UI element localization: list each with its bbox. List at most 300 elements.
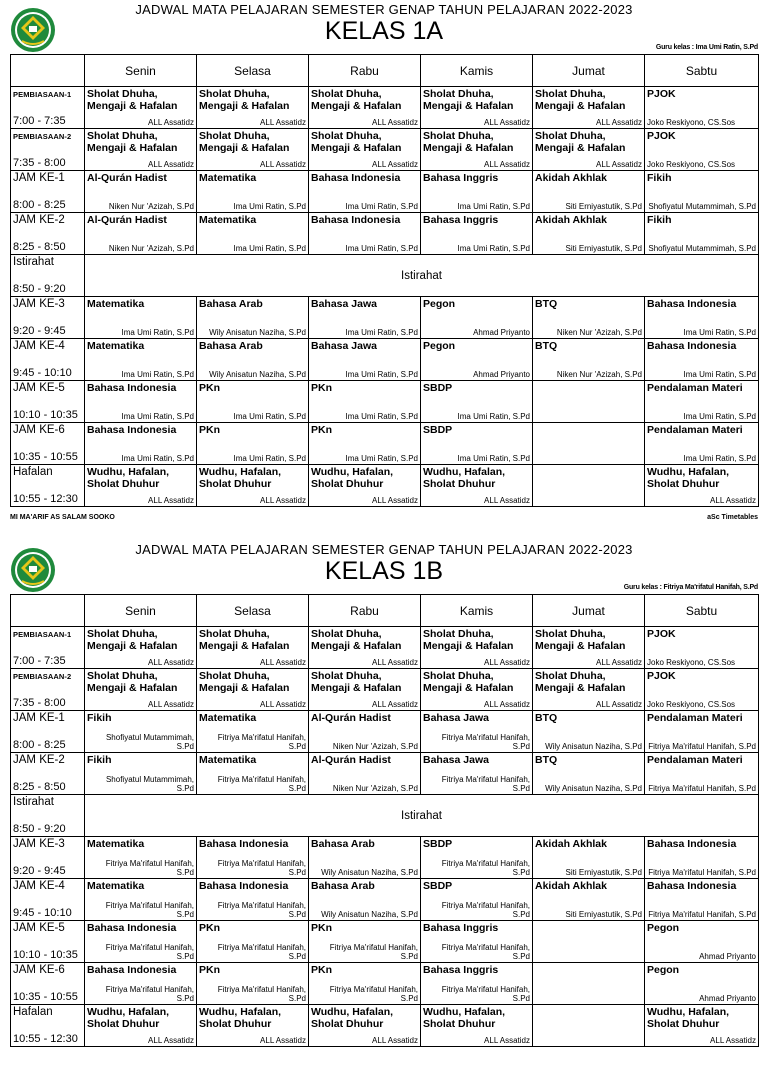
teacher-name: Fitriya Ma'rifatul Hanifah, S.Pd — [648, 742, 756, 751]
teacher-name: ALL Assatidz — [260, 118, 306, 127]
period-cell — [11, 1005, 85, 1047]
subject-name: Bahasa Jawa — [423, 754, 489, 766]
lesson-cell — [533, 711, 645, 753]
teacher-name: ALL Assatidz — [260, 700, 306, 709]
lesson-cell — [533, 87, 645, 129]
subject-name: Bahasa Arab — [199, 298, 263, 310]
teacher-name: ALL Assatidz — [148, 496, 194, 505]
period-time: 9:45 - 10:10 — [13, 367, 72, 379]
subject-name: Bahasa Jawa — [311, 298, 377, 310]
teacher-name: ALL Assatidz — [372, 700, 418, 709]
subject-name: Bahasa Indonesia — [87, 964, 177, 976]
period-time: 7:00 - 7:35 — [13, 115, 66, 127]
teacher-name: Fitriya Ma'rifatul Hanifah, S.Pd — [217, 985, 306, 1003]
period-label: Hafalan — [13, 1006, 53, 1018]
subject-name: Bahasa Indonesia — [647, 340, 737, 352]
teacher-name: Wily Anisatun Naziha, S.Pd — [209, 328, 306, 337]
subject-name: PJOK — [647, 88, 676, 100]
teacher-name: Fitriya Ma'rifatul Hanifah, S.Pd — [105, 859, 194, 877]
period-cell — [11, 711, 85, 753]
lesson-cell — [421, 669, 533, 711]
period-label: Istirahat — [13, 256, 54, 268]
teacher-name: ALL Assatidz — [596, 160, 642, 169]
lesson-cell — [645, 1005, 759, 1047]
period-cell — [11, 339, 85, 381]
lesson-cell — [197, 711, 309, 753]
period-time: 8:50 - 9:20 — [13, 283, 66, 295]
subject-name: Sholat Dhuha, Mengaji & Hafalan — [535, 670, 626, 694]
subject-name: Matematika — [87, 880, 145, 892]
teacher-name: ALL Assatidz — [372, 496, 418, 505]
lesson-cell — [197, 669, 309, 711]
subject-name: Matematika — [87, 340, 145, 352]
day-header: Jumat — [533, 55, 645, 87]
subject-name: Fikih — [87, 712, 112, 724]
day-header: Rabu — [309, 55, 421, 87]
lesson-cell — [533, 1005, 645, 1047]
subject-name: Sholat Dhuha, Mengaji & Hafalan — [199, 670, 290, 694]
header-row — [11, 55, 759, 87]
subject-name: Bahasa Indonesia — [647, 298, 737, 310]
subject-name: BTQ — [535, 754, 558, 766]
subject-name: Pendalaman Materi — [647, 382, 743, 394]
period-cell — [11, 255, 85, 297]
period-cell — [11, 627, 85, 669]
lesson-cell — [645, 465, 759, 507]
lesson-cell — [85, 879, 197, 921]
subject-name: SBDP — [423, 880, 453, 892]
break-cell: Istirahat — [85, 255, 759, 297]
lesson-cell — [197, 213, 309, 255]
lesson-cell — [645, 423, 759, 465]
subject-name: Wudhu, Hafalan, Sholat Dhuhur — [423, 1006, 506, 1030]
teacher-name: ALL Assatidz — [372, 160, 418, 169]
teacher-name: Ahmad Priyanto — [699, 994, 756, 1003]
day-header: Kamis — [421, 595, 533, 627]
period-label: JAM KE-1 — [13, 712, 65, 724]
lesson-cell — [197, 627, 309, 669]
period-time: 10:55 - 12:30 — [13, 1033, 78, 1045]
teacher-name: ALL Assatidz — [148, 1036, 194, 1045]
teacher-name: Ima Umi Ratin, S.Pd — [345, 328, 418, 337]
period-time: 9:20 - 9:45 — [13, 865, 66, 877]
lesson-cell — [645, 669, 759, 711]
lesson-cell — [645, 753, 759, 795]
lesson-cell — [645, 339, 759, 381]
teacher-name: ALL Assatidz — [484, 496, 530, 505]
teacher-name: ALL Assatidz — [372, 1036, 418, 1045]
subject-name: BTQ — [535, 712, 558, 724]
period-cell — [11, 837, 85, 879]
teacher-name: Fitriya Ma'rifatul Hanifah, S.Pd — [105, 901, 194, 919]
subject-name: PKn — [199, 922, 220, 934]
subject-name: Bahasa Indonesia — [311, 214, 401, 226]
subject-name: PJOK — [647, 130, 676, 142]
lesson-cell — [85, 339, 197, 381]
subject-name: Wudhu, Hafalan, Sholat Dhuhur — [199, 1006, 282, 1030]
subject-name: Sholat Dhuha, Mengaji & Hafalan — [423, 130, 514, 154]
teacher-name: Shofiyatul Mutammimah, S.Pd — [648, 202, 756, 211]
subject-name: PKn — [311, 424, 332, 436]
lesson-cell — [85, 1005, 197, 1047]
class-title: KELAS 1A — [324, 17, 444, 45]
subject-name: SBDP — [423, 382, 453, 394]
period-row — [11, 711, 759, 753]
teacher-name: Fitriya Ma'rifatul Hanifah, S.Pd — [217, 775, 306, 793]
subject-name: Bahasa Indonesia — [647, 880, 737, 892]
teacher-name: Fitriya Ma'rifatul Hanifah, S.Pd — [648, 784, 756, 793]
lesson-cell — [421, 87, 533, 129]
lesson-cell — [421, 129, 533, 171]
teacher-name: Ima Umi Ratin, S.Pd — [121, 328, 194, 337]
period-time: 10:35 - 10:55 — [13, 991, 78, 1003]
period-cell — [11, 213, 85, 255]
teacher-name: Fitriya Ma'rifatul Hanifah, S.Pd — [217, 943, 306, 961]
lesson-cell — [309, 381, 421, 423]
teacher-name: Ima Umi Ratin, S.Pd — [683, 454, 756, 463]
teacher-name: Fitriya Ma'rifatul Hanifah, S.Pd — [441, 775, 530, 793]
period-time: 8:00 - 8:25 — [13, 199, 66, 211]
period-label: PEMBIASAAN-1 — [13, 90, 72, 99]
subject-name: Pendalaman Materi — [647, 754, 743, 766]
period-time: 8:25 - 8:50 — [13, 781, 66, 793]
lesson-cell — [645, 213, 759, 255]
teacher-name: ALL Assatidz — [148, 700, 194, 709]
lesson-cell — [421, 1005, 533, 1047]
timetable-page — [0, 540, 768, 1080]
subject-name: Bahasa Indonesia — [199, 880, 289, 892]
break-cell: Istirahat — [85, 795, 759, 837]
period-row — [11, 465, 759, 507]
subject-name: Fikih — [87, 754, 112, 766]
subject-name: Bahasa Arab — [311, 880, 375, 892]
subject-name: SBDP — [423, 838, 453, 850]
class-title: KELAS 1B — [324, 557, 444, 585]
subject-name: Akidah Akhlak — [535, 838, 607, 850]
period-cell — [11, 921, 85, 963]
period-time: 10:55 - 12:30 — [13, 493, 78, 505]
period-cell — [11, 795, 85, 837]
teacher-name: Ima Umi Ratin, S.Pd — [683, 328, 756, 337]
teacher-name: Wily Anisatun Naziha, S.Pd — [209, 370, 306, 379]
teacher-name: Fitriya Ma'rifatul Hanifah, S.Pd — [105, 943, 194, 961]
teacher-name: Ahmad Priyanto — [473, 370, 530, 379]
period-row — [11, 213, 759, 255]
lesson-cell — [197, 423, 309, 465]
period-row — [11, 381, 759, 423]
period-label: JAM KE-3 — [13, 838, 65, 850]
teacher-name: ALL Assatidz — [596, 700, 642, 709]
period-label: JAM KE-5 — [13, 922, 65, 934]
period-row — [11, 297, 759, 339]
subject-name: Al-Qurán Hadist — [87, 214, 167, 226]
teacher-name: ALL Assatidz — [710, 496, 756, 505]
lesson-cell — [197, 171, 309, 213]
teacher-name: Ima Umi Ratin, S.Pd — [457, 202, 530, 211]
subject-name: Sholat Dhuha, Mengaji & Hafalan — [535, 628, 626, 652]
subject-name: PKn — [199, 964, 220, 976]
teacher-name: Fitriya Ma'rifatul Hanifah, S.Pd — [217, 733, 306, 751]
break-row — [11, 255, 759, 297]
subject-name: Sholat Dhuha, Mengaji & Hafalan — [87, 628, 178, 652]
teacher-name: ALL Assatidz — [372, 658, 418, 667]
teacher-name: ALL Assatidz — [372, 118, 418, 127]
teacher-name: Ima Umi Ratin, S.Pd — [345, 370, 418, 379]
break-row — [11, 795, 759, 837]
day-header: Rabu — [309, 595, 421, 627]
lesson-cell — [197, 921, 309, 963]
period-cell — [11, 129, 85, 171]
teacher-name: Joko Reskiyono, CS.Sos — [647, 160, 736, 169]
period-label: JAM KE-6 — [13, 964, 65, 976]
period-label: JAM KE-6 — [13, 424, 65, 436]
teacher-name: Ima Umi Ratin, S.Pd — [345, 412, 418, 421]
lesson-cell — [533, 669, 645, 711]
subject-name: Bahasa Inggris — [423, 172, 499, 184]
lesson-cell — [309, 465, 421, 507]
period-row — [11, 879, 759, 921]
subject-name: Matematika — [87, 838, 145, 850]
lesson-cell — [645, 921, 759, 963]
lesson-cell — [85, 465, 197, 507]
lesson-cell — [85, 381, 197, 423]
lesson-cell — [645, 129, 759, 171]
lesson-cell — [85, 669, 197, 711]
day-header: Selasa — [197, 595, 309, 627]
sheet-title: JADWAL MATA PELAJARAN SEMESTER GENAP TAHUN PELAJARAN 2022-2023 — [135, 2, 633, 17]
teacher-name: Ima Umi Ratin, S.Pd — [233, 202, 306, 211]
period-label: PEMBIASAAN-2 — [13, 132, 72, 141]
period-row — [11, 669, 759, 711]
lesson-cell — [309, 297, 421, 339]
subject-name: Wudhu, Hafalan, Sholat Dhuhur — [647, 1006, 730, 1030]
subject-name: Pendalaman Materi — [647, 712, 743, 724]
teacher-name: Wily Anisatun Naziha, S.Pd — [545, 742, 642, 751]
lesson-cell — [85, 171, 197, 213]
subject-name: PKn — [199, 424, 220, 436]
subject-name: Al-Qurán Hadist — [87, 172, 167, 184]
lesson-cell — [533, 879, 645, 921]
lesson-cell — [645, 711, 759, 753]
teacher-name: Fitriya Ma'rifatul Hanifah, S.Pd — [441, 985, 530, 1003]
teacher-name: Ima Umi Ratin, S.Pd — [345, 202, 418, 211]
subject-name: Bahasa Inggris — [423, 214, 499, 226]
lesson-cell — [197, 339, 309, 381]
lesson-cell — [197, 837, 309, 879]
period-label: JAM KE-2 — [13, 214, 65, 226]
lesson-cell — [85, 129, 197, 171]
lesson-cell — [85, 711, 197, 753]
lesson-cell — [533, 339, 645, 381]
teacher-name: Wily Anisatun Naziha, S.Pd — [321, 910, 418, 919]
teacher-name: Niken Nur 'Azizah, S.Pd — [556, 370, 642, 379]
subject-name: Sholat Dhuha, Mengaji & Hafalan — [535, 130, 626, 154]
period-label: JAM KE-1 — [13, 172, 65, 184]
lesson-cell — [197, 963, 309, 1005]
teacher-name: ALL Assatidz — [596, 658, 642, 667]
lesson-cell — [645, 171, 759, 213]
subject-name: Bahasa Arab — [199, 340, 263, 352]
subject-name: Pegon — [647, 964, 680, 976]
day-header: Jumat — [533, 595, 645, 627]
teacher-name: Ahmad Priyanto — [473, 328, 530, 337]
lesson-cell — [85, 921, 197, 963]
teacher-name: ALL Assatidz — [484, 160, 530, 169]
lesson-cell — [85, 423, 197, 465]
period-cell — [11, 465, 85, 507]
subject-name: Sholat Dhuha, Mengaji & Hafalan — [423, 628, 514, 652]
period-row — [11, 87, 759, 129]
teacher-name: ALL Assatidz — [710, 1036, 756, 1045]
lesson-cell — [85, 627, 197, 669]
period-label: PEMBIASAAN-2 — [13, 672, 72, 681]
lesson-cell — [421, 879, 533, 921]
period-row — [11, 339, 759, 381]
teacher-name: ALL Assatidz — [260, 496, 306, 505]
teacher-name: ALL Assatidz — [260, 160, 306, 169]
teacher-name: ALL Assatidz — [484, 658, 530, 667]
subject-name: Wudhu, Hafalan, Sholat Dhuhur — [311, 1006, 394, 1030]
day-header: Senin — [85, 595, 197, 627]
lesson-cell — [533, 627, 645, 669]
lesson-cell — [85, 837, 197, 879]
subject-name: Akidah Akhlak — [535, 880, 607, 892]
lesson-cell — [421, 753, 533, 795]
teacher-name: Siti Erniyastutik, S.Pd — [565, 244, 642, 253]
teacher-name: Ima Umi Ratin, S.Pd — [345, 454, 418, 463]
lesson-cell — [645, 381, 759, 423]
subject-name: Matematika — [199, 712, 257, 724]
teacher-name: Fitriya Ma'rifatul Hanifah, S.Pd — [441, 943, 530, 961]
teacher-name: Niken Nur 'Azizah, S.Pd — [556, 328, 642, 337]
lesson-cell — [645, 627, 759, 669]
subject-name: Sholat Dhuha, Mengaji & Hafalan — [199, 88, 290, 112]
lesson-cell — [309, 879, 421, 921]
subject-name: PJOK — [647, 628, 676, 640]
day-header: Sabtu — [645, 595, 759, 627]
homeroom-teacher: Guru kelas : Fitriya Ma'rifatul Hanifah, S.Pd — [623, 584, 758, 591]
lesson-cell — [197, 879, 309, 921]
teacher-name: ALL Assatidz — [148, 160, 194, 169]
lesson-cell — [85, 753, 197, 795]
period-row — [11, 921, 759, 963]
subject-name: Akidah Akhlak — [535, 172, 607, 184]
subject-name: Matematika — [199, 214, 257, 226]
lesson-cell — [197, 465, 309, 507]
lesson-cell — [197, 381, 309, 423]
period-time: 7:00 - 7:35 — [13, 655, 66, 667]
period-row — [11, 627, 759, 669]
period-label: PEMBIASAAN-1 — [13, 630, 72, 639]
subject-name: Wudhu, Hafalan, Sholat Dhuhur — [199, 466, 282, 490]
subject-name: Sholat Dhuha, Mengaji & Hafalan — [311, 670, 402, 694]
period-row — [11, 837, 759, 879]
footer-software: aSc Timetables — [707, 514, 758, 521]
subject-name: Bahasa Indonesia — [647, 838, 737, 850]
schedule-table — [10, 54, 759, 507]
footer-school: MI MA'ARIF AS SALAM SOOKO — [10, 514, 115, 521]
subject-name: PKn — [311, 382, 332, 394]
subject-name: SBDP — [423, 424, 453, 436]
subject-name: Sholat Dhuha, Mengaji & Hafalan — [535, 88, 626, 112]
subject-name: Sholat Dhuha, Mengaji & Hafalan — [311, 130, 402, 154]
lesson-cell — [533, 381, 645, 423]
lesson-cell — [645, 837, 759, 879]
subject-name: Wudhu, Hafalan, Sholat Dhuhur — [311, 466, 394, 490]
subject-name: Sholat Dhuha, Mengaji & Hafalan — [423, 88, 514, 112]
period-label: JAM KE-4 — [13, 340, 65, 352]
teacher-name: Fitriya Ma'rifatul Hanifah, S.Pd — [217, 901, 306, 919]
period-label: JAM KE-5 — [13, 382, 65, 394]
subject-name: Matematika — [199, 754, 257, 766]
subject-name: Pegon — [647, 922, 680, 934]
lesson-cell — [533, 171, 645, 213]
subject-name: Bahasa Inggris — [423, 922, 499, 934]
teacher-name: Niken Nur 'Azizah, S.Pd — [108, 244, 194, 253]
lesson-cell — [197, 753, 309, 795]
lesson-cell — [197, 87, 309, 129]
teacher-name: Ima Umi Ratin, S.Pd — [683, 412, 756, 421]
period-row — [11, 963, 759, 1005]
teacher-name: Fitriya Ma'rifatul Hanifah, S.Pd — [329, 943, 418, 961]
subject-name: Bahasa Indonesia — [199, 838, 289, 850]
lesson-cell — [421, 627, 533, 669]
lesson-cell — [85, 213, 197, 255]
teacher-name: Fitriya Ma'rifatul Hanifah, S.Pd — [329, 985, 418, 1003]
lesson-cell — [421, 921, 533, 963]
subject-name: Matematika — [199, 172, 257, 184]
teacher-name: Siti Erniyastutik, S.Pd — [565, 910, 642, 919]
subject-name: Al-Qurán Hadist — [311, 754, 391, 766]
subject-name: Fikih — [647, 172, 672, 184]
period-cell — [11, 963, 85, 1005]
period-label: Istirahat — [13, 796, 54, 808]
teacher-name: Siti Erniyastutik, S.Pd — [565, 202, 642, 211]
period-cell — [11, 669, 85, 711]
subject-name: Bahasa Inggris — [423, 964, 499, 976]
lesson-cell — [309, 753, 421, 795]
lesson-cell — [309, 963, 421, 1005]
teacher-name: ALL Assatidz — [596, 118, 642, 127]
period-time: 9:20 - 9:45 — [13, 325, 66, 337]
day-header: Sabtu — [645, 55, 759, 87]
subject-name: BTQ — [535, 340, 558, 352]
lesson-cell — [421, 711, 533, 753]
lesson-cell — [421, 339, 533, 381]
subject-name: Bahasa Indonesia — [87, 382, 177, 394]
teacher-name: Niken Nur 'Azizah, S.Pd — [108, 202, 194, 211]
teacher-name: Ima Umi Ratin, S.Pd — [233, 412, 306, 421]
teacher-name: ALL Assatidz — [148, 658, 194, 667]
lesson-cell — [421, 837, 533, 879]
subject-name: PKn — [311, 964, 332, 976]
teacher-name: Fitriya Ma'rifatul Hanifah, S.Pd — [105, 985, 194, 1003]
period-time: 7:35 - 8:00 — [13, 157, 66, 169]
period-cell — [11, 87, 85, 129]
period-time: 10:35 - 10:55 — [13, 451, 78, 463]
period-time: 8:00 - 8:25 — [13, 739, 66, 751]
teacher-name: Ima Umi Ratin, S.Pd — [457, 454, 530, 463]
teacher-name: Ima Umi Ratin, S.Pd — [121, 454, 194, 463]
subject-name: Sholat Dhuha, Mengaji & Hafalan — [87, 130, 178, 154]
teacher-name: Joko Reskiyono, CS.Sos — [647, 118, 736, 127]
period-time: 8:25 - 8:50 — [13, 241, 66, 253]
lesson-cell — [85, 963, 197, 1005]
period-time: 10:10 - 10:35 — [13, 409, 78, 421]
period-label: JAM KE-2 — [13, 754, 65, 766]
subject-name: Sholat Dhuha, Mengaji & Hafalan — [87, 670, 178, 694]
lesson-cell — [421, 423, 533, 465]
